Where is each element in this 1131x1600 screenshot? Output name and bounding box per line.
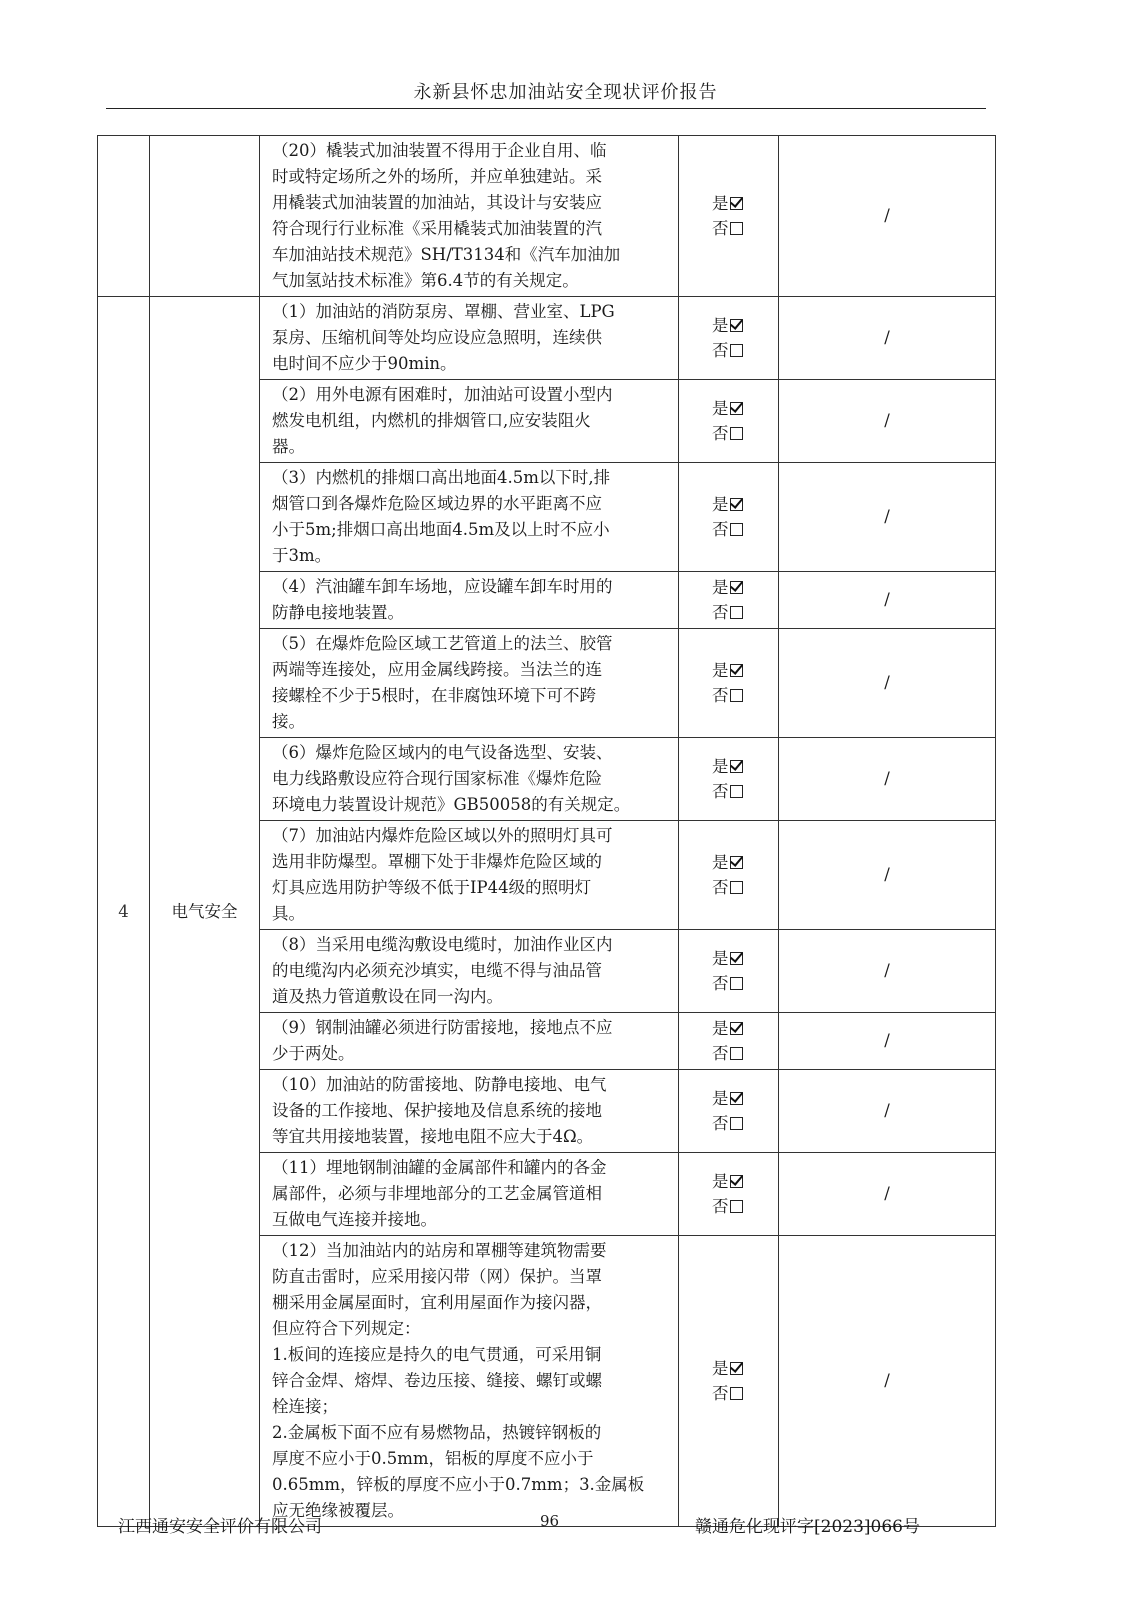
requirement-text-cell xyxy=(260,297,679,380)
requirement-text-cell xyxy=(260,930,679,1013)
check-option-no xyxy=(712,1111,778,1136)
requirement-line: 泵房、压缩机间等处均应设应急照明，连续供 xyxy=(272,328,602,347)
compliance-check-cell xyxy=(679,738,779,821)
category-cell-empty xyxy=(150,136,260,297)
checked-checkbox-icon xyxy=(730,1092,743,1105)
checked-checkbox-icon xyxy=(730,498,743,511)
check-option-no xyxy=(712,683,778,708)
check-label-yes: 是 xyxy=(712,661,729,680)
footer-doc-number: 赣通危化现评字[2023]066号 xyxy=(695,1517,920,1537)
requirement-line: 小于5m;排烟口高出地面4.5m及以上时不应小 xyxy=(272,520,610,539)
check-label-no: 否 xyxy=(712,520,729,539)
requirement-line: 防静电接地装置。 xyxy=(272,603,404,622)
check-option-no xyxy=(712,1194,778,1219)
requirement-line: （1）加油站的消防泵房、罩棚、营业室、LPG xyxy=(272,302,615,321)
requirement-line: （8）当采用电缆沟敷设电缆时，加油作业区内 xyxy=(272,935,613,954)
checked-checkbox-icon xyxy=(730,319,743,332)
compliance-check-cell xyxy=(679,629,779,738)
requirement-line: 器。 xyxy=(272,437,305,456)
requirement-line: 接。 xyxy=(272,712,305,731)
requirement-line: 符合现行行业标准《采用橇装式加油装置的汽 xyxy=(272,219,602,238)
check-label-no: 否 xyxy=(712,341,729,360)
requirement-line: 接螺栓不少于5根时，在非腐蚀环境下可不跨 xyxy=(272,686,596,705)
check-label-yes: 是 xyxy=(712,853,729,872)
requirement-line: 具。 xyxy=(272,904,305,923)
empty-checkbox-icon xyxy=(730,427,743,440)
empty-checkbox-icon xyxy=(730,1117,743,1130)
check-label-no: 否 xyxy=(712,878,729,897)
check-option-yes xyxy=(712,850,778,875)
check-option-no xyxy=(712,1041,778,1066)
remark-cell: / xyxy=(779,136,996,297)
requirement-line: 等宜共用接地装置，接地电阻不应大于4Ω。 xyxy=(272,1127,594,1146)
check-label-no: 否 xyxy=(712,1044,729,1063)
remark-cell: / xyxy=(779,821,996,930)
requirement-line: （10）加油站的防雷接地、防静电接地、电气 xyxy=(272,1075,607,1094)
item-number-cell: 4 xyxy=(98,297,150,1527)
compliance-check-cell xyxy=(679,463,779,572)
checked-checkbox-icon xyxy=(730,197,743,210)
checked-checkbox-icon xyxy=(730,1175,743,1188)
checked-checkbox-icon xyxy=(730,1362,743,1375)
check-label-yes: 是 xyxy=(712,578,729,597)
requirement-line: 属部件，必须与非埋地部分的工艺金属管道相 xyxy=(272,1184,602,1203)
requirement-line: 应无绝缘被覆层。 xyxy=(272,1501,404,1520)
check-label-no: 否 xyxy=(712,1197,729,1216)
requirement-line: 防直击雷时，应采用接闪带（网）保护。当罩 xyxy=(272,1267,602,1286)
requirement-line: （11）埋地钢制油罐的金属部件和罐内的各金 xyxy=(272,1158,607,1177)
check-label-yes: 是 xyxy=(712,1089,729,1108)
check-option-yes xyxy=(712,1086,778,1111)
requirement-line: （4）汽油罐车卸车场地，应设罐车卸车时用的 xyxy=(272,577,613,596)
requirement-line: 锌合金焊、熔焊、卷边压接、缝接、螺钉或螺 xyxy=(272,1371,602,1390)
footer-company: 江西通安安全评价有限公司 xyxy=(118,1517,322,1537)
check-label-yes: 是 xyxy=(712,1019,729,1038)
compliance-check-cell xyxy=(679,297,779,380)
requirement-line: 道及热力管道敷设在同一沟内。 xyxy=(272,987,503,1006)
table-row xyxy=(98,136,996,297)
check-label-yes: 是 xyxy=(712,194,729,213)
checked-checkbox-icon xyxy=(730,581,743,594)
check-option-no xyxy=(712,1381,778,1406)
check-option-no xyxy=(712,517,778,542)
requirement-line: 厚度不应小于0.5mm，铝板的厚度不应小于 xyxy=(272,1449,594,1468)
remark-cell: / xyxy=(779,463,996,572)
requirement-line: 电时间不应少于90min。 xyxy=(272,354,457,373)
table-row xyxy=(98,297,996,380)
requirement-text-cell xyxy=(260,738,679,821)
requirement-line: （6）爆炸危险区域内的电气设备选型、安装、 xyxy=(272,743,613,762)
checklist-body xyxy=(98,136,996,1527)
requirement-line: 选用非防爆型。罩棚下处于非爆炸危险区域的 xyxy=(272,852,602,871)
requirement-text-cell xyxy=(260,1013,679,1070)
empty-checkbox-icon xyxy=(730,222,743,235)
remark-cell: / xyxy=(779,380,996,463)
requirement-line: 燃发电机组，内燃机的排烟管口,应安装阻火 xyxy=(272,411,591,430)
requirement-line: 环境电力装置设计规范》GB50058的有关规定。 xyxy=(272,795,631,814)
check-option-yes xyxy=(712,396,778,421)
requirement-line: 烟管口到各爆炸危险区域边界的水平距离不应 xyxy=(272,494,602,513)
requirement-line: 于3m。 xyxy=(272,546,332,565)
requirement-line: 灯具应选用防护等级不低于IP44级的照明灯 xyxy=(272,878,592,897)
requirement-line: 2.金属板下面不应有易燃物品，热镀锌钢板的 xyxy=(272,1423,602,1442)
compliance-check-cell xyxy=(679,1070,779,1153)
requirement-line: 棚采用金属屋面时，宜利用屋面作为接闪器， xyxy=(272,1293,602,1312)
check-label-yes: 是 xyxy=(712,1172,729,1191)
remark-cell: / xyxy=(779,1153,996,1236)
check-option-no xyxy=(712,421,778,446)
check-label-yes: 是 xyxy=(712,949,729,968)
requirement-line: （9）钢制油罐必须进行防雷接地，接地点不应 xyxy=(272,1018,613,1037)
requirement-line: （5）在爆炸危险区域工艺管道上的法兰、胶管 xyxy=(272,634,613,653)
requirement-line: 1.板间的连接应是持久的电气贯通，可采用铜 xyxy=(272,1345,602,1364)
remark-cell: / xyxy=(779,629,996,738)
compliance-check-cell xyxy=(679,572,779,629)
empty-checkbox-icon xyxy=(730,785,743,798)
check-label-yes: 是 xyxy=(712,495,729,514)
requirement-line: （12）当加油站内的站房和罩棚等建筑物需要 xyxy=(272,1241,607,1260)
check-label-no: 否 xyxy=(712,1114,729,1133)
requirement-line: 时或特定场所之外的场所，并应单独建站。采 xyxy=(272,167,602,186)
check-option-no xyxy=(712,779,778,804)
requirement-line: 栓连接； xyxy=(272,1397,338,1416)
empty-checkbox-icon xyxy=(730,1047,743,1060)
remark-cell: / xyxy=(779,1013,996,1070)
check-option-yes xyxy=(712,1169,778,1194)
empty-checkbox-icon xyxy=(730,606,743,619)
checked-checkbox-icon xyxy=(730,1022,743,1035)
requirement-line: 互做电气连接并接地。 xyxy=(272,1210,437,1229)
check-option-yes xyxy=(712,946,778,971)
empty-checkbox-icon xyxy=(730,1387,743,1400)
check-option-no xyxy=(712,971,778,996)
empty-checkbox-icon xyxy=(730,523,743,536)
empty-checkbox-icon xyxy=(730,881,743,894)
requirement-line: 设备的工作接地、保护接地及信息系统的接地 xyxy=(272,1101,602,1120)
requirement-line: 0.65mm，锌板的厚度不应小于0.7mm；3.金属板 xyxy=(272,1475,645,1494)
compliance-check-cell xyxy=(679,821,779,930)
compliance-check-cell xyxy=(679,380,779,463)
requirement-line: 车加油站技术规范》SH/T3134和《汽车加油加 xyxy=(272,245,621,264)
checked-checkbox-icon xyxy=(730,856,743,869)
footer-page-number: 96 xyxy=(540,1512,560,1530)
requirement-text-cell xyxy=(260,136,679,297)
requirement-text-cell xyxy=(260,1236,679,1527)
remark-cell: / xyxy=(779,297,996,380)
requirement-line: （20）橇装式加油装置不得用于企业自用、临 xyxy=(272,141,607,160)
requirement-line: 两端等连接处，应用金属线跨接。当法兰的连 xyxy=(272,660,602,679)
check-option-yes xyxy=(712,313,778,338)
remark-cell: / xyxy=(779,572,996,629)
check-option-no xyxy=(712,338,778,363)
check-label-yes: 是 xyxy=(712,399,729,418)
check-label-no: 否 xyxy=(712,974,729,993)
empty-checkbox-icon xyxy=(730,689,743,702)
requirement-line: 少于两处。 xyxy=(272,1044,355,1063)
check-option-yes xyxy=(712,658,778,683)
requirement-text-cell xyxy=(260,463,679,572)
check-option-yes xyxy=(712,1356,778,1381)
compliance-check-cell xyxy=(679,136,779,297)
check-option-yes xyxy=(712,191,778,216)
check-label-yes: 是 xyxy=(712,757,729,776)
check-label-yes: 是 xyxy=(712,316,729,335)
requirement-line: 但应符合下列规定： xyxy=(272,1319,421,1338)
requirement-text-cell xyxy=(260,380,679,463)
compliance-check-cell xyxy=(679,1153,779,1236)
check-label-no: 否 xyxy=(712,424,729,443)
requirement-line: 的电缆沟内必须充沙填实，电缆不得与油品管 xyxy=(272,961,602,980)
checked-checkbox-icon xyxy=(730,664,743,677)
requirement-line: （7）加油站内爆炸危险区域以外的照明灯具可 xyxy=(272,826,613,845)
requirement-text-cell xyxy=(260,821,679,930)
safety-checklist-table xyxy=(97,135,996,1527)
check-option-no xyxy=(712,600,778,625)
requirement-text-cell xyxy=(260,1070,679,1153)
header-divider xyxy=(106,108,986,109)
check-option-no xyxy=(712,216,778,241)
compliance-check-cell xyxy=(679,930,779,1013)
empty-checkbox-icon xyxy=(730,1200,743,1213)
requirement-line: 用橇装式加油装置的加油站，其设计与安装应 xyxy=(272,193,602,212)
checked-checkbox-icon xyxy=(730,402,743,415)
requirement-line: （2）用外电源有困难时，加油站可设置小型内 xyxy=(272,385,613,404)
category-cell: 电气安全 xyxy=(150,297,260,1527)
empty-checkbox-icon xyxy=(730,344,743,357)
remark-cell: / xyxy=(779,1236,996,1527)
requirement-line: （3）内燃机的排烟口高出地面4.5m以下时,排 xyxy=(272,468,611,487)
requirement-text-cell xyxy=(260,629,679,738)
remark-cell: / xyxy=(779,1070,996,1153)
remark-cell: / xyxy=(779,930,996,1013)
check-option-yes xyxy=(712,1016,778,1041)
requirement-line: 气加氢站技术标准》第6.4节的有关规定。 xyxy=(272,271,579,290)
compliance-check-cell xyxy=(679,1236,779,1527)
empty-checkbox-icon xyxy=(730,977,743,990)
requirement-text-cell xyxy=(260,572,679,629)
check-label-no: 否 xyxy=(712,1384,729,1403)
page-header-title: 永新县怀忠加油站安全现状评价报告 xyxy=(413,82,718,103)
item-number-cell-empty xyxy=(98,136,150,297)
checked-checkbox-icon xyxy=(730,952,743,965)
requirement-line: 电力线路敷设应符合现行国家标准《爆炸危险 xyxy=(272,769,602,788)
checked-checkbox-icon xyxy=(730,760,743,773)
requirement-text-cell xyxy=(260,1153,679,1236)
check-label-no: 否 xyxy=(712,782,729,801)
check-label-no: 否 xyxy=(712,603,729,622)
check-option-no xyxy=(712,875,778,900)
check-label-no: 否 xyxy=(712,686,729,705)
remark-cell: / xyxy=(779,738,996,821)
check-label-yes: 是 xyxy=(712,1359,729,1378)
check-option-yes xyxy=(712,575,778,600)
check-option-yes xyxy=(712,492,778,517)
compliance-check-cell xyxy=(679,1013,779,1070)
check-label-no: 否 xyxy=(712,219,729,238)
check-option-yes xyxy=(712,754,778,779)
